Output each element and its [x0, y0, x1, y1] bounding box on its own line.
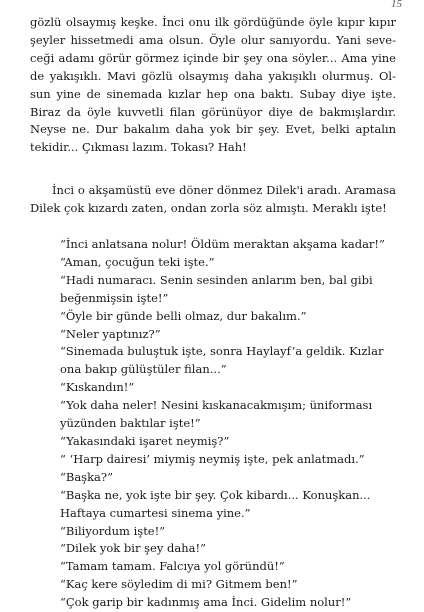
page-number: 15 — [391, 0, 402, 10]
dialog-line: “Biliyordum işte!” — [60, 523, 166, 538]
text-line: Dilek çok kızardı zaten, ondan zorla söz almıştı. Meraklı işte! — [30, 200, 387, 215]
dialog-line: “Dilek yok bir şey daha!” — [60, 541, 206, 556]
dialog-line: “Sinemada buluştuk işte, sonra Haylayf’a geldik. Kızlar — [60, 344, 384, 359]
dialog-line: “Başka ne, yok işte bir şey. Çok kibardı... Konuşkan... — [60, 487, 371, 502]
dialog-line: “İnci anlatsana nolur! Öldüm meraktan akşama kadar!” — [60, 237, 385, 251]
dialog-line: “ ‘Harp dairesi’ miymiş neymiş işte, pek anlatmadı.” — [60, 451, 365, 466]
paragraph-1 — [30, 14, 396, 157]
paragraph-2 — [30, 182, 396, 218]
dialog-line: “Öyle bir günde belli olmaz, dur bakalım.” — [60, 308, 307, 323]
text-line: İnci o akşamüstü eve döner dönmez Dilek'i aradı. Aramasa — [52, 183, 396, 197]
dialog-block — [30, 236, 400, 612]
dialog-line: “Neler yaptınız?” — [60, 326, 161, 341]
dialog-line: ona bakıp gülüştüler filan...” — [60, 362, 227, 377]
text-line: şeyler hissetmedi ama olsun. Öyle olur sanıyordu. Yani seve- — [30, 32, 396, 47]
dialog-line: “Yok daha neler! Nesini kıskanacakmışım; üniforması — [60, 398, 373, 413]
text-line: gözlü olsaymış keşke. İnci onu ilk gördüğünde öyle kıpır kıpır — [30, 15, 396, 29]
text-line: Biraz da öyle kuvvetli filan görünüyor diye de bakmışlardır. — [30, 104, 396, 119]
dialog-line: yüzünden baktılar işte!” — [60, 416, 201, 431]
text-line: ceği adamı görür görmez içinde bir şey ona söyler... Ama yine — [30, 50, 396, 65]
dialog-line: “Çok garip bir kadınmış ama İnci. Gidelim nolur!” — [60, 595, 352, 610]
text-line: tekidir... Çıkması lazım. Tokası? Hah! — [30, 140, 247, 155]
dialog-line: “Tamam tamam. Falcıya yol göründü!” — [60, 559, 285, 574]
dialog-line: “Başka?” — [60, 469, 113, 484]
dialog-line: “Aman, çocuğun teki işte.” — [60, 254, 215, 269]
dialog-line: beğenmişsin işte!” — [60, 290, 169, 305]
dialog-line: “Kaç kere söyledim di mi? Gitmem ben!” — [60, 577, 298, 592]
text-line: sun yine de sinemada kızlar hep ona baktı. Subay diye işte. — [30, 86, 396, 101]
dialog-line: “Kıskandın!” — [60, 380, 135, 395]
text-line: Neyse ne. Dur bakalım daha yok bir şey. Evet, belki aptalın — [30, 122, 396, 137]
text-line: de yakışıklı. Mavi gözlü olsaymış daha yakışıklı olurmuş. Ol- — [30, 68, 396, 83]
dialog-line: Haftaya cumartesi sinema yine.” — [60, 505, 251, 520]
dialog-line: “Yakasındaki işaret neymiş?” — [60, 433, 230, 448]
dialog-line: “Hadi numaracı. Senin sesinden anlarım ben, bal gibi — [60, 272, 373, 287]
